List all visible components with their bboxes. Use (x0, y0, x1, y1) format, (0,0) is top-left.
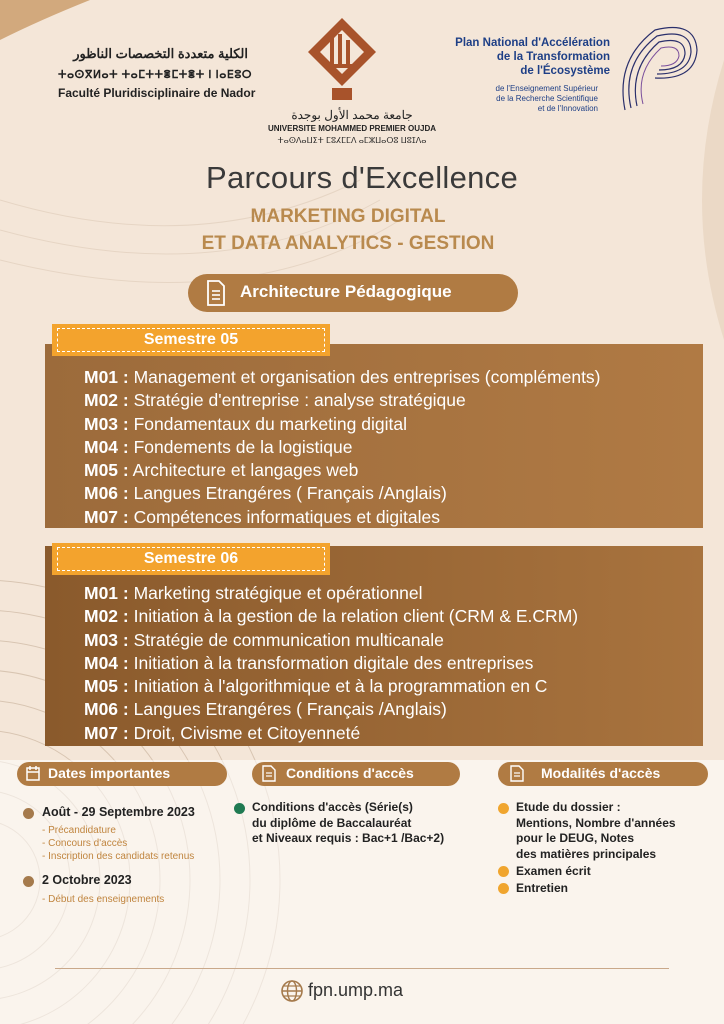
module-name: Marketing stratégique et opérationnel (133, 583, 423, 603)
module-code: M06 : (84, 483, 129, 504)
modalites-line: Etude du dossier : (516, 800, 621, 814)
bullet-dot (23, 808, 34, 819)
module-name: Stratégie de communication multicanale (133, 629, 444, 650)
module-item (84, 389, 601, 412)
document-icon (206, 280, 226, 306)
plan-subtitle-line: de l'Enseignement Supérieur (495, 84, 598, 93)
bullet-dot (234, 803, 245, 814)
date-step: - Précandidature (42, 825, 116, 836)
date-period: 2 Octobre 2023 (42, 873, 132, 887)
module-code: M05 : (84, 460, 129, 481)
modalites-line: Mentions, Nombre d'années (516, 815, 676, 830)
module-item (84, 482, 601, 505)
program-title-line2: ET DATA ANALYTICS - GESTION (201, 233, 495, 254)
module-name: Initiation à la gestion de la relation client (CRM & E.CRM) (133, 606, 579, 627)
program-title-line1: MARKETING DIGITAL (250, 206, 446, 227)
module-item (84, 675, 578, 698)
globe-icon (280, 979, 304, 1003)
conditions-line: du diplôme de Baccalauréat (252, 815, 412, 830)
semester-label: Semestre 05 (143, 331, 239, 348)
plan-title (438, 36, 610, 78)
semester-tag (52, 543, 330, 575)
university-logo (306, 16, 378, 102)
module-item (84, 605, 578, 628)
semester-label: Semestre 06 (143, 550, 239, 567)
plan-subtitle-line: de la Recherche Scientifique (496, 94, 598, 103)
plan-title-line: de la Transformation (496, 51, 610, 63)
modalites-label: Modalités d'accès (541, 765, 661, 781)
module-code: M05 : (84, 676, 129, 697)
date-step: - Début des enseignements (42, 894, 165, 905)
modalites-line: pour le DEUG, Notes (516, 831, 635, 845)
module-name: Management et organisation des entreprises (compléments) (133, 367, 601, 387)
faculty-name-french: Faculté Pluridisciplinaire de Nador (58, 86, 256, 100)
module-name: Droit, Civisme et Citoyenneté (133, 722, 361, 743)
conditions-label: Conditions d'accès (286, 765, 414, 781)
bullet-dot (498, 883, 509, 894)
faculty-name-tifinagh: ⵜⴰⵙⴳⵍⴰⵜ ⵜⴰⵎⵜⵜⴻⵎⵜⴻⵜ ⵏ ⵏⴰⴹⵓⵔ (58, 69, 253, 81)
module-name: Langues Etrangéres ( Français /Anglais) (133, 483, 447, 504)
modalites-item (516, 800, 676, 862)
module-code: M01 : (84, 583, 129, 603)
module-code: M04 : (84, 652, 129, 673)
module-item (84, 722, 578, 745)
module-name: Langues Etrangéres ( Français /Anglais) (133, 699, 447, 720)
module-name: Compétences informatiques et digitales (133, 506, 441, 527)
plan-title-line: de l'Écosystème (520, 65, 610, 77)
module-code: M07 : (84, 722, 129, 743)
module-item (84, 582, 578, 605)
section-label: Architecture Pédagogique (240, 282, 452, 301)
plan-subtitle-line: et de l'Innovation (537, 104, 598, 113)
university-name-tifinagh: ⵜⴰⵙⴷⴰⵡⵉⵜ ⵎⵓⵃⵎⵎⴷ ⴰⵎⵣⵡⴰⵔⵓ ⵡⵓⵊⴷⴰ (277, 136, 427, 145)
plan-title-line: Plan National d'Accélération (455, 37, 610, 49)
module-code: M07 : (84, 506, 129, 527)
module-name: Initiation à la transformation digitale des entreprises (133, 652, 534, 673)
module-list (84, 366, 601, 529)
university-name-arabic: جامعة محمد الأول بوجدة (291, 108, 413, 122)
date-step: - Concours d'accès (42, 838, 128, 849)
module-item (84, 698, 578, 721)
document-icon (262, 765, 276, 782)
module-code: M04 : (84, 436, 129, 457)
website-link[interactable]: fpn.ump.ma (308, 980, 404, 1000)
module-code: M03 : (84, 629, 129, 650)
semester-tag (52, 324, 330, 356)
faculty-name-arabic: الكلية متعددة التخصصات الناظور (73, 46, 248, 61)
page-title: Parcours d'Excellence (205, 160, 519, 195)
modalites-line: des matières principales (516, 846, 657, 861)
module-name: Fondements de la logistique (133, 436, 353, 457)
module-code: M03 : (84, 413, 129, 434)
calendar-icon (26, 765, 40, 782)
plan-logo (605, 20, 703, 116)
date-step: - Inscription des candidats retenus (42, 851, 195, 862)
modalites-item: Examen écrit (516, 864, 591, 878)
date-period: Août - 29 Septembre 2023 (42, 805, 195, 819)
conditions-text (252, 800, 444, 847)
bullet-dot (23, 876, 34, 887)
footer-divider (55, 968, 669, 969)
module-item (84, 652, 578, 675)
bullet-dot (498, 803, 509, 814)
module-code: M02 : (84, 390, 129, 411)
module-name: Architecture et langages web (132, 460, 359, 481)
module-code: M02 : (84, 606, 129, 627)
university-name-french: UNIVERSITE MOHAMMED PREMIER OUJDA (268, 124, 437, 133)
module-list (84, 582, 578, 745)
module-name: Fondamentaux du marketing digital (133, 413, 407, 434)
module-item (84, 436, 601, 459)
bullet-dot (498, 866, 509, 877)
module-name: Initiation à l'algorithmique et à la programmation en C (133, 676, 548, 697)
plan-subtitle (468, 84, 598, 114)
module-item (84, 459, 601, 482)
module-code: M06 : (84, 699, 129, 720)
conditions-line: Conditions d'accès (Série(s) (252, 800, 413, 814)
conditions-line: et Niveaux requis : Bac+1 /Bac+2) (252, 831, 445, 845)
module-item (84, 506, 601, 529)
module-item (84, 629, 578, 652)
dates-label: Dates importantes (48, 765, 171, 781)
module-item (84, 366, 601, 389)
module-item (84, 413, 601, 436)
module-name: Stratégie d'entreprise : analyse stratégique (133, 390, 466, 411)
modalites-item: Entretien (516, 881, 569, 895)
module-code: M01 : (84, 367, 129, 387)
document-icon (510, 765, 524, 782)
